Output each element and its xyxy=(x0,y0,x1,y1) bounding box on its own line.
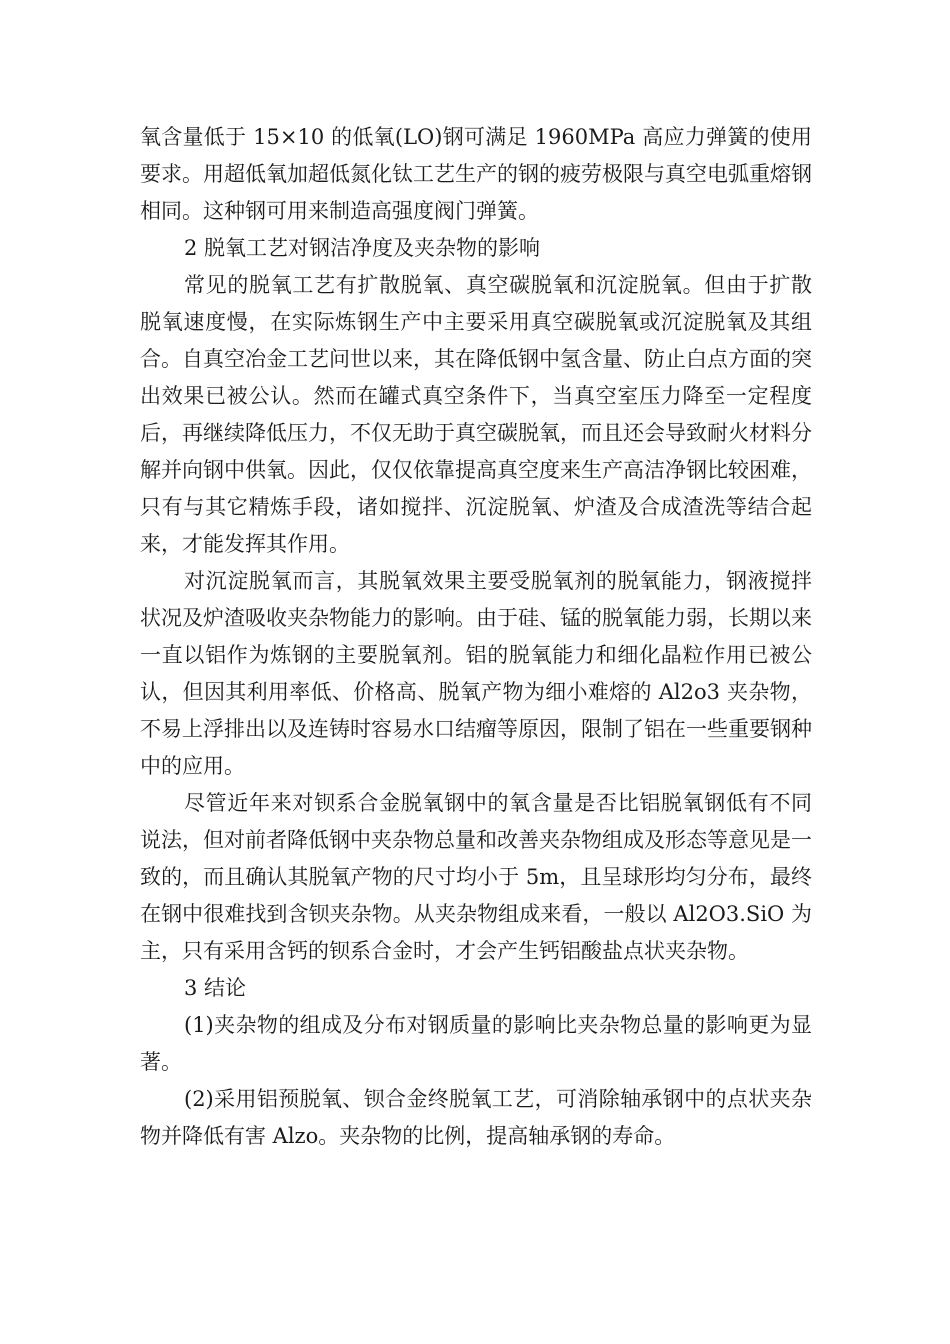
document-body xyxy=(140,119,812,1155)
conclusion-item-2: (2)采用铝预脱氧、钡合金终脱氧工艺，可消除轴承钢中的点状夹杂物并降低有害 Alzo。夹杂物的比例，提高轴承钢的寿命。 xyxy=(140,1087,812,1148)
conclusion-item-1: (1)夹杂物的组成及分布对钢质量的影响比夹杂物总量的影响更为显著。 xyxy=(140,1013,812,1074)
section-heading-3: 3 结论 xyxy=(184,976,247,1000)
paragraph-barium-alloy: 尽管近年来对钡系合金脱氧钢中的氧含量是否比铝脱氧钢低有不同说法，但对前者降低钢中夹杂物总量和改善夹杂物组成及形态等意见是一致的，而且确认其脱氧产物的尺寸均小于 5m，且呈球形均匀分布，最终在钢中很难找到含钡夹杂物。从夹杂物组成来看，一般以 Al2O3.SiO 为主，只有采用含钙的钡系合金时，才会产生钙铝酸盐点状夹杂物。 xyxy=(140,791,812,963)
paragraph-intro: 氧含量低于 15×10 的低氧(LO)钢可满足 1960MPa 高应力弹簧的使用要求。用超低氧加超低氮化钛工艺生产的钢的疲劳极限与真空电弧重熔钢相同。这种钢可用来制造高强度阀门弹簧。 xyxy=(140,125,812,223)
paragraph-deoxidation-methods: 常见的脱氧工艺有扩散脱氧、真空碳脱氧和沉淀脱氧。但由于扩散脱氧速度慢，在实际炼钢生产中主要采用真空碳脱氧或沉淀脱氧及其组合。自真空冶金工艺问世以来，其在降低钢中氢含量、防止白点方面的突出效果已被公认。然而在罐式真空条件下，当真空室压力降至一定程度后，再继续降低压力，不仅无助于真空碳脱氧，而且还会导致耐火材料分解并向钢中供氧。因此，仅仅依靠提高真空度来生产高洁净钢比较困难，只有与其它精炼手段，诸如搅拌、沉淀脱氧、炉渣及合成渣洗等结合起来，才能发挥其作用。 xyxy=(140,273,812,556)
paragraph-precipitation-deoxidation: 对沉淀脱氧而言，其脱氧效果主要受脱氧剂的脱氧能力，钢液搅拌状况及炉渣吸收夹杂物能力的影响。由于硅、锰的脱氧能力弱，长期以来一直以铝作为炼钢的主要脱氧剂。铝的脱氧能力和细化晶粒作用已被公认，但因其利用率低、价格高、脱氧产物为细小难熔的 Al2o3 夹杂物，不易上浮排出以及连铸时容易水口结瘤等原因，限制了铝在一些重要钢种中的应用。 xyxy=(140,569,812,778)
section-heading-2: 2 脱氧工艺对钢洁净度及夹杂物的影响 xyxy=(184,236,541,260)
